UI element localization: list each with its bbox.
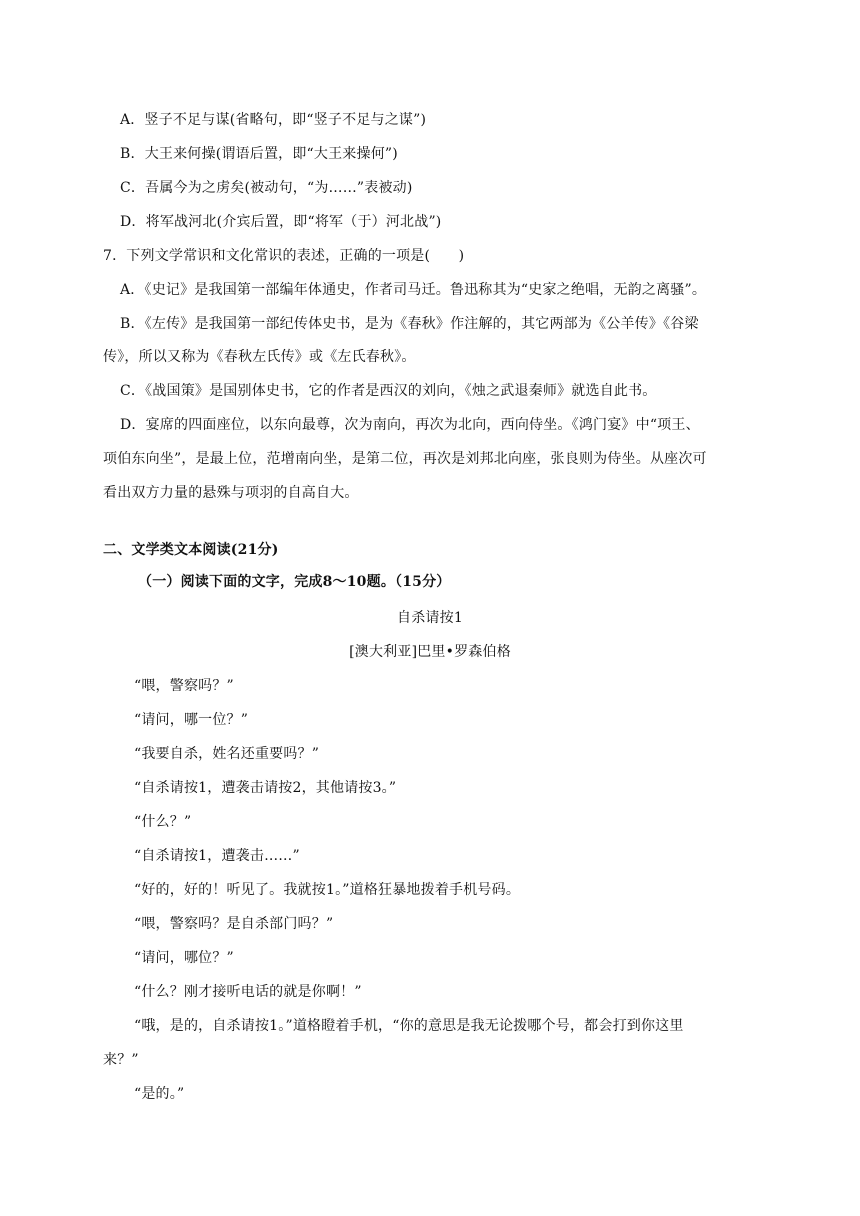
story-line: “自杀请按1，遭袭击请按2，其他请按3。”: [134, 780, 397, 796]
q7-option-a: A．《史记》是我国第一部编年体通史，作者司马迁。鲁迅称其为“史家之绝唱，无韵之离骚”。: [120, 282, 707, 298]
q6-option-a: A．竖子不足与谋(省略句，即“竖子不足与之谋”): [120, 112, 427, 128]
story-title: 自杀请按1: [397, 610, 463, 626]
story-author: [澳大利亚]巴里•罗森伯格: [349, 644, 511, 660]
q6-option-d: D．将军战河北(介宾后置，即“将军（于）河北战”): [120, 214, 442, 230]
story-line: “自杀请按1，遭袭击……”: [134, 848, 300, 864]
q7-stem: 7．下列文学常识和文化常识的表述，正确的一项是( ): [103, 248, 465, 264]
story-line: “是的。”: [134, 1086, 185, 1102]
story-line: “请问，哪一位？”: [134, 712, 249, 728]
story-line: “我要自杀，姓名还重要吗？”: [134, 746, 320, 762]
story-line: “喂，警察吗？是自杀部门吗？”: [134, 916, 334, 932]
q6-option-b: B．大王来何操(谓语后置，即“大王来操何”): [120, 146, 398, 162]
q6-option-c: C．吾属今为之虏矣(被动句，“为……”表被动): [120, 180, 413, 196]
q7-option-d-line2: 项伯东向坐”，是最上位，范增南向坐，是第二位，再次是刘邦北向座，张良则为侍坐。从座次可: [103, 451, 707, 467]
section-heading: 二、文学类文本阅读(21分): [103, 542, 279, 558]
story-line: “什么？刚才接听电话的就是你啊！”: [134, 984, 362, 1000]
q7-option-c: C．《战国策》是国别体史书，它的作者是西汉的刘向，《烛之武退秦师》就选自此书。: [120, 383, 657, 399]
story-line: 来？”: [103, 1052, 139, 1068]
story-line: “好的，好的！听见了。我就按1。”道格狂暴地拨着手机号码。: [134, 882, 521, 898]
q7-option-b-line1: B．《左传》是我国第一部纪传体史书，是为《春秋》作注解的，其它两部为《公羊传》《谷梁: [120, 316, 699, 332]
q7-option-b-line2: 传》，所以又称为《春秋左氏传》或《左氏春秋》。: [103, 349, 416, 365]
q7-option-d-line1: D．宴席的四面座位，以东向最尊，次为南向，再次为北向，西向侍坐。《鸿门宴》中“项王、: [120, 417, 700, 433]
story-line: “哦，是的，自杀请按1。”道格瞪着手机，“你的意思是我无论拨哪个号，都会打到你这里: [134, 1018, 684, 1034]
story-line: “请问，哪位？”: [134, 950, 234, 966]
q7-option-d-line3: 看出双方力量的悬殊与项羽的自高自大。: [103, 485, 359, 501]
story-line: “什么？”: [134, 814, 192, 830]
section-subheading: （一）阅读下面的文字，完成8～10题。（15分）: [138, 574, 451, 590]
story-line: “喂，警察吗？”: [134, 678, 234, 694]
